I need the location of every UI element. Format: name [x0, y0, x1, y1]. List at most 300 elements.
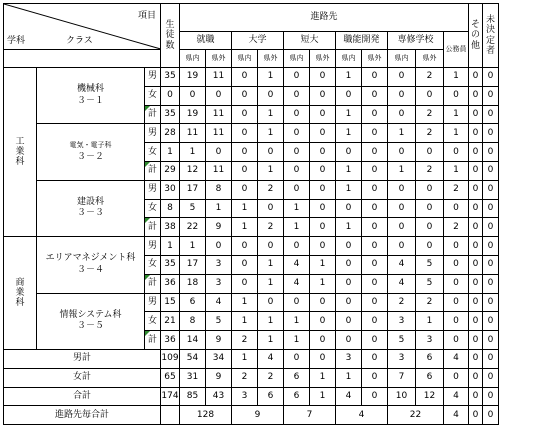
value-cell: 1: [232, 218, 258, 237]
value-cell: 0: [483, 255, 499, 274]
value-cell: 17: [180, 255, 206, 274]
value-cell: 0: [284, 86, 310, 105]
value-cell: 1: [310, 274, 336, 293]
table-row: [4, 237, 515, 256]
value-cell: 0: [258, 86, 284, 105]
grand-value-cell: 128: [180, 406, 232, 425]
value-cell: 0: [206, 237, 232, 256]
value-cell: 11: [206, 124, 232, 143]
value-cell: 8: [180, 312, 206, 331]
value-cell: 2: [416, 293, 444, 312]
value-cell: 0: [284, 143, 310, 162]
other-header: そ の 他: [469, 4, 483, 68]
value-cell: 0: [362, 293, 388, 312]
value-cell: 1: [206, 199, 232, 218]
value-cell: 0: [416, 237, 444, 256]
header-corner: [4, 4, 161, 50]
table-row: [4, 180, 515, 199]
value-cell: 0: [483, 218, 499, 237]
value-cell: 0: [336, 143, 362, 162]
value-cell: 0: [444, 199, 469, 218]
value-cell: 9: [206, 368, 232, 387]
value-cell: 0: [444, 86, 469, 105]
value-cell: 0: [336, 331, 362, 350]
value-cell: 0: [388, 237, 416, 256]
value-cell: 1: [161, 237, 180, 256]
value-cell: 43: [206, 387, 232, 406]
value-cell: 1: [444, 161, 469, 180]
grand-value-cell: 7: [284, 406, 336, 425]
value-cell: 0: [469, 86, 483, 105]
students-header: 生 徒 数: [161, 4, 180, 68]
value-cell: 21: [161, 312, 180, 331]
value-cell: 0: [310, 105, 336, 124]
class-name: 建設科: [76, 196, 104, 207]
value-cell: 35: [161, 255, 180, 274]
value-cell: 3: [388, 349, 416, 368]
out-pref-header: 県外: [362, 50, 388, 68]
value-cell: 0: [388, 143, 416, 162]
value-cell: 1: [444, 105, 469, 124]
total-label: 男計: [4, 349, 161, 368]
table-row: [4, 68, 515, 87]
value-cell: 1: [444, 124, 469, 143]
sex-cell: 男: [145, 180, 161, 199]
class-code: ３－３: [76, 208, 104, 219]
out-pref-header: 県外: [416, 50, 444, 68]
value-cell: 0: [336, 199, 362, 218]
value-cell: 1: [284, 199, 310, 218]
value-cell: 0: [483, 105, 499, 124]
in-pref-header: 県内: [180, 50, 206, 68]
value-cell: 15: [161, 293, 180, 312]
value-cell: 0: [232, 255, 258, 274]
value-cell: 34: [206, 349, 232, 368]
value-cell: 0: [469, 218, 483, 237]
sex-cell: 計: [145, 331, 161, 350]
total-row: [4, 368, 515, 387]
value-cell: 0: [444, 237, 469, 256]
value-cell: 0: [362, 124, 388, 143]
class-name: 情報システム科: [59, 309, 122, 320]
group-header-2: 短大: [284, 32, 336, 50]
value-cell: 11: [180, 124, 206, 143]
value-cell: 0: [362, 143, 388, 162]
value-cell: 5: [416, 255, 444, 274]
value-cell: 0: [469, 237, 483, 256]
value-cell: 0: [388, 68, 416, 87]
value-cell: 2: [444, 180, 469, 199]
in-pref-header: 県内: [232, 50, 258, 68]
value-cell: 1: [258, 255, 284, 274]
value-cell: 0: [444, 274, 469, 293]
value-cell: 0: [416, 180, 444, 199]
value-cell: 3: [388, 312, 416, 331]
value-cell: 0: [444, 331, 469, 350]
value-cell: 0: [416, 199, 444, 218]
item-label: 項目: [137, 11, 156, 21]
value-cell: 0: [232, 68, 258, 87]
value-cell: 0: [232, 161, 258, 180]
sex-cell: 男: [145, 124, 161, 143]
value-cell: 0: [483, 349, 499, 368]
career-table-wrapper: [3, 3, 515, 425]
out-pref-header: 県外: [206, 50, 232, 68]
value-cell: 38: [161, 218, 180, 237]
value-cell: 12: [416, 387, 444, 406]
value-cell: 0: [362, 180, 388, 199]
value-cell: 1: [310, 387, 336, 406]
value-cell: 0: [469, 331, 483, 350]
value-cell: 0: [284, 293, 310, 312]
value-cell: 1: [180, 237, 206, 256]
value-cell: 3: [206, 255, 232, 274]
value-cell: 0: [388, 86, 416, 105]
value-cell: 30: [161, 180, 180, 199]
value-cell: 0: [362, 312, 388, 331]
value-cell: 6: [258, 387, 284, 406]
value-cell: 1: [336, 218, 362, 237]
value-cell: 0: [232, 124, 258, 143]
dept-cell: 商 業 科: [4, 237, 37, 350]
value-cell: 0: [284, 68, 310, 87]
value-cell: 1: [388, 161, 416, 180]
value-cell: 36: [161, 331, 180, 350]
group-header-4: 専修学校: [388, 32, 444, 50]
sex-cell: 計: [145, 161, 161, 180]
value-cell: 0: [483, 180, 499, 199]
value-cell: 2: [232, 368, 258, 387]
value-cell: 54: [180, 349, 206, 368]
value-cell: 2: [258, 368, 284, 387]
grand-value-cell: 22: [388, 406, 444, 425]
value-cell: 2: [388, 293, 416, 312]
value-cell: 1: [232, 199, 258, 218]
sex-cell: 男: [145, 237, 161, 256]
value-cell: 9: [206, 331, 232, 350]
grand-value-cell: 4: [444, 406, 469, 425]
value-cell: 0: [469, 68, 483, 87]
value-cell: 0: [362, 349, 388, 368]
value-cell: 0: [483, 68, 499, 87]
value-cell: 0: [483, 387, 499, 406]
sex-cell: 男: [145, 68, 161, 87]
value-cell: 6: [284, 387, 310, 406]
value-cell: 1: [258, 68, 284, 87]
class-name: 電気・電子科: [69, 141, 112, 150]
class-cell: [37, 293, 145, 349]
value-cell: 6: [284, 368, 310, 387]
class-cell: [37, 124, 145, 180]
group-header-1: 大学: [232, 32, 284, 50]
value-cell: 0: [284, 161, 310, 180]
value-cell: 0: [206, 86, 232, 105]
value-cell: 3: [232, 387, 258, 406]
value-cell: 0: [362, 105, 388, 124]
value-cell: 0: [483, 331, 499, 350]
value-cell: 10: [388, 387, 416, 406]
value-cell: 0: [483, 199, 499, 218]
in-pref-header: 県内: [388, 50, 416, 68]
value-cell: 0: [483, 143, 499, 162]
value-cell: 1: [310, 255, 336, 274]
value-cell: 5: [206, 312, 232, 331]
undecided-header: 未 決 定 者: [483, 4, 499, 68]
value-cell: 0: [310, 180, 336, 199]
sex-cell: 計: [145, 218, 161, 237]
value-cell: 0: [310, 349, 336, 368]
value-cell: 1: [161, 143, 180, 162]
value-cell: 1: [180, 143, 206, 162]
value-cell: 4: [388, 274, 416, 293]
class-label: クラス: [66, 36, 93, 46]
value-cell: 2: [416, 161, 444, 180]
value-cell: 0: [232, 105, 258, 124]
value-cell: 4: [444, 349, 469, 368]
total-label: 合計: [4, 387, 161, 406]
grand-total-row: [4, 406, 515, 425]
value-cell: 6: [416, 349, 444, 368]
value-cell: 12: [180, 161, 206, 180]
value-cell: 0: [469, 180, 483, 199]
value-cell: 0: [416, 86, 444, 105]
value-cell: 0: [284, 349, 310, 368]
value-cell: 4: [206, 293, 232, 312]
value-cell: 1: [416, 312, 444, 331]
value-cell: 0: [258, 293, 284, 312]
grand-spacer: [161, 406, 180, 425]
out-pref-header: 県外: [258, 50, 284, 68]
value-cell: 0: [362, 237, 388, 256]
value-cell: 0: [469, 312, 483, 331]
value-cell: 2: [416, 105, 444, 124]
value-cell: 36: [161, 274, 180, 293]
value-cell: 0: [258, 199, 284, 218]
sex-cell: 女: [145, 199, 161, 218]
value-cell: 1: [284, 218, 310, 237]
class-name: エリアマネジメント科: [45, 253, 136, 264]
public-header: 公務員: [444, 32, 469, 68]
value-cell: 0: [362, 255, 388, 274]
value-cell: 109: [161, 349, 180, 368]
value-cell: 0: [310, 312, 336, 331]
value-cell: 65: [161, 368, 180, 387]
value-cell: 0: [310, 237, 336, 256]
class-name: 機械科: [76, 84, 104, 94]
value-cell: 0: [362, 68, 388, 87]
value-cell: 0: [469, 124, 483, 143]
total-label: 女計: [4, 368, 161, 387]
value-cell: 0: [362, 161, 388, 180]
value-cell: 0: [483, 293, 499, 312]
value-cell: 11: [206, 105, 232, 124]
value-cell: 8: [161, 199, 180, 218]
value-cell: 5: [180, 199, 206, 218]
class-cell: [37, 180, 145, 236]
value-cell: 0: [310, 86, 336, 105]
sex-cell: 男: [145, 293, 161, 312]
value-cell: 1: [232, 349, 258, 368]
value-cell: 0: [444, 312, 469, 331]
value-cell: 9: [206, 218, 232, 237]
value-cell: 4: [284, 255, 310, 274]
value-cell: 0: [310, 124, 336, 143]
value-cell: 0: [180, 86, 206, 105]
value-cell: 35: [161, 105, 180, 124]
value-cell: 4: [336, 387, 362, 406]
value-cell: 14: [180, 331, 206, 350]
value-cell: 0: [469, 255, 483, 274]
value-cell: 0: [469, 349, 483, 368]
value-cell: 0: [310, 218, 336, 237]
value-cell: 0: [362, 368, 388, 387]
value-cell: 0: [284, 105, 310, 124]
header-row-1: [4, 4, 515, 32]
value-cell: 0: [161, 86, 180, 105]
value-cell: 7: [388, 368, 416, 387]
value-cell: 0: [469, 161, 483, 180]
value-cell: 1: [388, 124, 416, 143]
grand-value-cell: 0: [469, 406, 483, 425]
value-cell: 0: [232, 180, 258, 199]
value-cell: 1: [284, 331, 310, 350]
grand-value-cell: 4: [336, 406, 388, 425]
value-cell: 0: [483, 312, 499, 331]
value-cell: 0: [483, 368, 499, 387]
group-header-3: 職能開発: [336, 32, 388, 50]
value-cell: 0: [336, 274, 362, 293]
value-cell: 0: [388, 218, 416, 237]
value-cell: 11: [206, 68, 232, 87]
value-cell: 1: [258, 274, 284, 293]
value-cell: 0: [444, 255, 469, 274]
class-code: ３－４: [76, 264, 104, 275]
value-cell: 0: [284, 180, 310, 199]
value-cell: 0: [206, 143, 232, 162]
value-cell: 0: [388, 180, 416, 199]
value-cell: 2: [232, 331, 258, 350]
value-cell: 3: [206, 274, 232, 293]
sex-cell: 女: [145, 86, 161, 105]
value-cell: 0: [310, 331, 336, 350]
value-cell: 4: [444, 387, 469, 406]
value-cell: 0: [336, 237, 362, 256]
in-pref-header: 県内: [284, 50, 310, 68]
sex-cell: 女: [145, 143, 161, 162]
value-cell: 0: [444, 143, 469, 162]
value-cell: 0: [362, 274, 388, 293]
dept-cell: 工 業 科: [4, 68, 37, 237]
value-cell: 17: [180, 180, 206, 199]
value-cell: 0: [444, 368, 469, 387]
value-cell: 0: [416, 218, 444, 237]
value-cell: 19: [180, 105, 206, 124]
table-row: [4, 293, 515, 312]
value-cell: 1: [258, 312, 284, 331]
value-cell: 1: [258, 105, 284, 124]
value-cell: 1: [336, 180, 362, 199]
value-cell: 1: [258, 161, 284, 180]
value-cell: 0: [258, 237, 284, 256]
career-destination-table: [3, 3, 515, 425]
in-pref-header: 県内: [336, 50, 362, 68]
sex-cell: 女: [145, 312, 161, 331]
total-row: [4, 387, 515, 406]
value-cell: 3: [336, 349, 362, 368]
value-cell: 5: [388, 331, 416, 350]
sex-cell: 女: [145, 255, 161, 274]
value-cell: 0: [310, 199, 336, 218]
value-cell: 4: [258, 349, 284, 368]
value-cell: 0: [469, 105, 483, 124]
value-cell: 0: [336, 312, 362, 331]
class-cell: [37, 237, 145, 293]
value-cell: 0: [310, 161, 336, 180]
value-cell: 1: [336, 368, 362, 387]
value-cell: 0: [483, 237, 499, 256]
value-cell: 1: [336, 105, 362, 124]
value-cell: 0: [310, 293, 336, 312]
value-cell: 6: [180, 293, 206, 312]
value-cell: 0: [469, 387, 483, 406]
value-cell: 0: [483, 86, 499, 105]
table-row: [4, 124, 515, 143]
value-cell: 11: [206, 161, 232, 180]
value-cell: 6: [416, 368, 444, 387]
value-cell: 0: [284, 237, 310, 256]
value-cell: 35: [161, 68, 180, 87]
value-cell: 18: [180, 274, 206, 293]
value-cell: 1: [336, 161, 362, 180]
value-cell: 1: [444, 68, 469, 87]
value-cell: 8: [206, 180, 232, 199]
value-cell: 0: [310, 143, 336, 162]
value-cell: 2: [416, 124, 444, 143]
value-cell: 0: [388, 105, 416, 124]
value-cell: 0: [483, 161, 499, 180]
value-cell: 0: [232, 86, 258, 105]
value-cell: 0: [336, 86, 362, 105]
grand-total-label: 進路先毎合計: [4, 406, 161, 425]
out-pref-header: 県外: [310, 50, 336, 68]
value-cell: 0: [469, 293, 483, 312]
class-cell: [37, 68, 145, 124]
value-cell: 0: [483, 124, 499, 143]
total-row: [4, 349, 515, 368]
value-cell: 0: [469, 368, 483, 387]
value-cell: 29: [161, 161, 180, 180]
value-cell: 0: [362, 387, 388, 406]
career-header: 進路先: [180, 4, 469, 32]
value-cell: 0: [232, 143, 258, 162]
value-cell: 4: [388, 255, 416, 274]
value-cell: 1: [336, 124, 362, 143]
value-cell: 0: [232, 274, 258, 293]
value-cell: 1: [232, 312, 258, 331]
value-cell: 0: [388, 199, 416, 218]
value-cell: 0: [416, 143, 444, 162]
value-cell: 2: [258, 180, 284, 199]
value-cell: 2: [258, 218, 284, 237]
value-cell: 0: [310, 68, 336, 87]
value-cell: 1: [310, 368, 336, 387]
value-cell: 5: [416, 274, 444, 293]
value-cell: 4: [284, 274, 310, 293]
value-cell: 0: [483, 274, 499, 293]
value-cell: 1: [284, 312, 310, 331]
value-cell: 31: [180, 368, 206, 387]
value-cell: 19: [180, 68, 206, 87]
